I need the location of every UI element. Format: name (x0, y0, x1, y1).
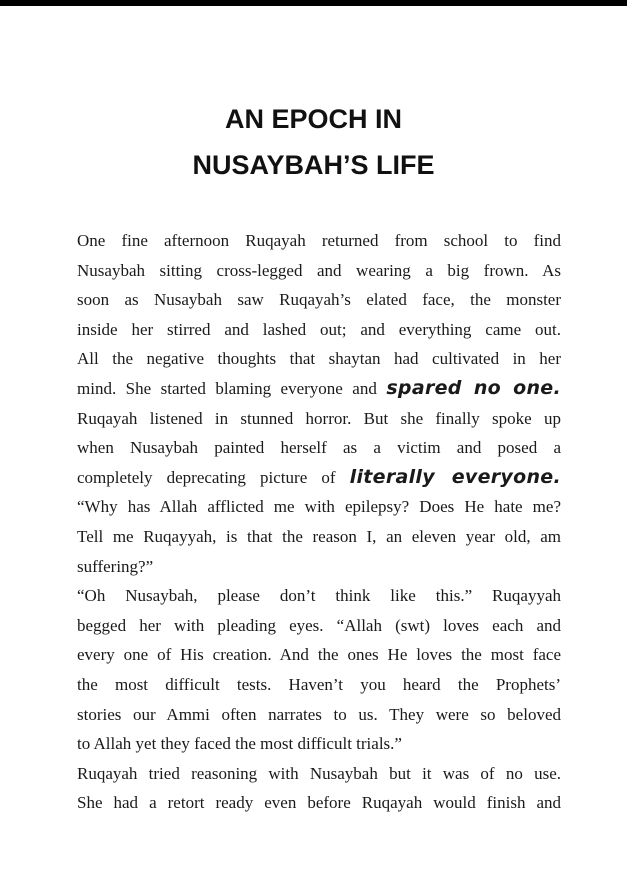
text-line (77, 552, 561, 582)
emphasis-text: spared no one. (386, 376, 561, 399)
chapter-title (0, 96, 627, 188)
line-text: soon as Nusaybah saw Ruqayah’s elated face, the monster (77, 290, 561, 310)
line-text: Ruqayah tried reasoning with Nusaybah but it was of no use. (77, 763, 561, 783)
text-line (77, 374, 561, 404)
text-line (77, 256, 561, 286)
text-line (77, 522, 561, 552)
text-line (77, 581, 561, 611)
text-line (77, 226, 561, 256)
emphasis-text: literally everyone. (349, 465, 561, 488)
text-line (77, 670, 561, 700)
chapter-title-line-1: AN EPOCH IN (224, 104, 403, 134)
line-text: Nusaybah sitting cross-legged and wearing a big frown. As (77, 260, 561, 280)
line-text: when Nusaybah painted herself as a victim and posed a (77, 438, 561, 458)
text-line (77, 463, 561, 493)
chapter-title-line-2: NUSAYBAH’S LIFE (192, 150, 435, 180)
text-line (77, 640, 561, 670)
text-line (77, 729, 561, 759)
text-line (77, 492, 561, 522)
text-line (77, 700, 561, 730)
line-text: the most difficult tests. Haven’t you heard the Prophets’ (77, 674, 561, 694)
line-text: mind. She started blaming everyone and (77, 378, 377, 398)
text-line (77, 759, 561, 789)
line-text: every one of His creation. And the ones He loves the most face (77, 645, 561, 665)
line-text: One fine afternoon Ruqayah returned from school to find (77, 231, 561, 250)
text-line (77, 611, 561, 641)
line-text: to Allah yet they faced the most difficult trials.” (77, 734, 402, 754)
text-line (77, 344, 561, 374)
text-line (77, 788, 561, 818)
line-text: Tell me Ruqayyah, is that the reason I, an eleven year old, am (77, 526, 561, 546)
line-text: “Why has Allah afflicted me with epilepsy? Does He hate me? (77, 497, 561, 517)
line-text: Ruqayah listened in stunned horror. But she finally spoke up (77, 408, 561, 428)
line-text: All the negative thoughts that shaytan had cultivated in her (77, 349, 561, 369)
text-line (77, 404, 561, 434)
line-text: inside her stirred and lashed out; and everything came out. (77, 319, 561, 339)
line-text: completely deprecating picture of (77, 467, 336, 487)
text-line (77, 285, 561, 315)
line-text: “Oh Nusaybah, please don’t think like this.” Ruqayyah (77, 586, 561, 606)
line-text: begged her with pleading eyes. “Allah (swt) loves each and (77, 615, 561, 635)
text-line (77, 433, 561, 463)
line-text: suffering?” (77, 556, 154, 576)
body-text (77, 226, 561, 818)
top-border (0, 0, 627, 6)
line-text: She had a retort ready even before Ruqayah would finish and (77, 793, 561, 813)
text-line (77, 315, 561, 345)
line-text: stories our Ammi often narrates to us. They were so beloved (77, 704, 561, 724)
